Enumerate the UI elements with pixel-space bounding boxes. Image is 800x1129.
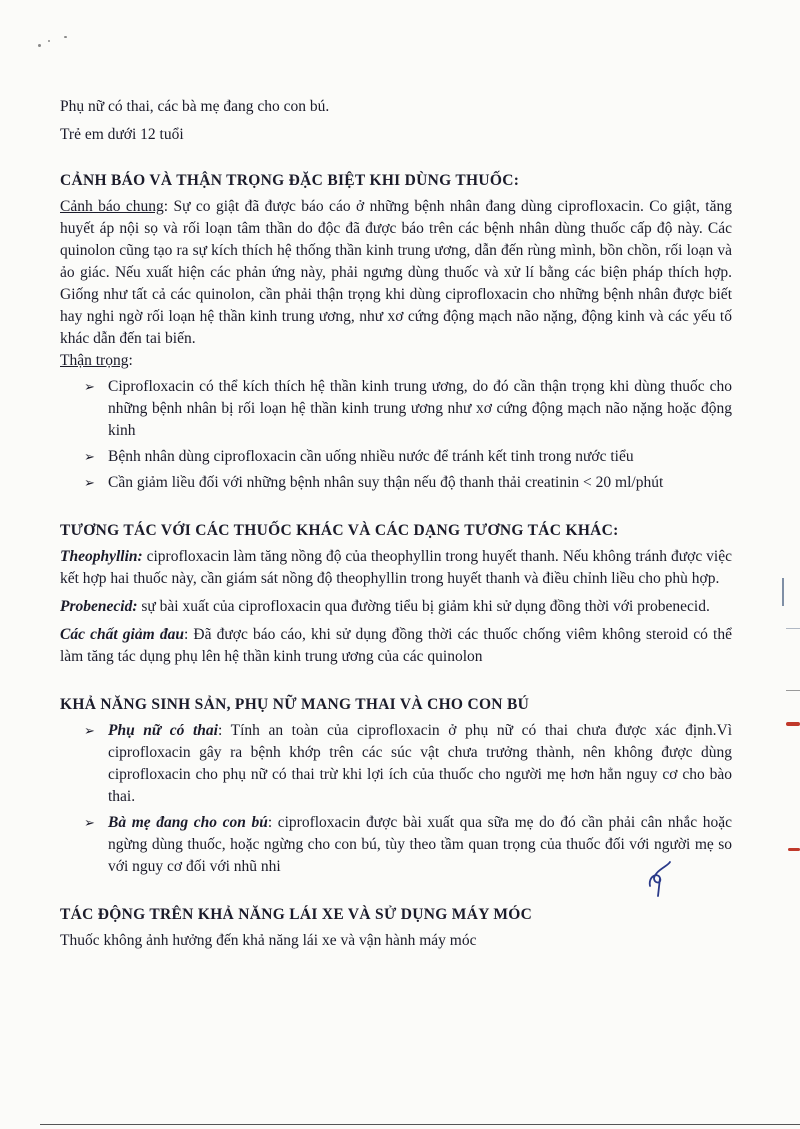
arrow-bullet-icon: ➢ [84, 379, 95, 394]
theophyllin-label: Theophyllin: [60, 548, 143, 565]
driving-text: Thuốc không ảnh hưởng đến khả năng lái xe và vận hành máy móc [60, 932, 477, 949]
scan-speck [38, 44, 41, 47]
analgesic-label: Các chất giảm đau [60, 626, 184, 643]
warnings-section [60, 170, 732, 494]
document-page [60, 96, 732, 952]
probenecid-text: sự bài xuất của ciprofloxacin qua đường tiểu bị giảm khi sử dụng đồng thời với probenecid. [137, 598, 710, 615]
warnings-heading: CẢNH BÁO VÀ THẬN TRỌNG ĐẶC BIỆT KHI DÙNG THUỐC: [60, 172, 520, 189]
list-item [84, 376, 732, 442]
pregnant-label: Phụ nữ có thai [108, 722, 218, 739]
intro-line: Trẻ em dưới 12 tuổi [60, 126, 184, 143]
driving-section [60, 904, 732, 952]
list-item [84, 812, 732, 878]
caution-label: Thận trọng [60, 352, 129, 369]
general-warning-paragraph [60, 196, 732, 350]
nursing-text: : ciprofloxacin được bài xuất qua sữa mẹ do đó cần phải cân nhắc hoặc ngừng dùng thuốc, hoặc ngừng cho con bú, tùy theo tầm quan trọng của thuốc đối với người mẹ so với nguy cơ đối với nhũ nhi [108, 814, 733, 875]
caution-item-text: Bệnh nhân dùng ciprofloxacin cần uống nhiều nước để tránh kết tinh trong nước tiểu [108, 448, 634, 465]
arrow-bullet-icon: ➢ [84, 723, 95, 738]
arrow-bullet-icon: ➢ [84, 475, 95, 490]
nursing-label: Bà mẹ đang cho con bú [108, 814, 268, 831]
margin-stamp-fragment [782, 578, 800, 606]
fertility-heading: KHẢ NĂNG SINH SẢN, PHỤ NỮ MANG THAI VÀ CHO CON BÚ [60, 696, 530, 713]
caution-item-text: Cần giảm liều đối với những bệnh nhân suy thận nếu độ thanh thải creatinin < 20 ml/phút [108, 474, 664, 491]
margin-red-mark [786, 722, 800, 726]
list-item [84, 472, 732, 494]
list-item [84, 446, 732, 468]
interactions-section [60, 520, 732, 668]
arrow-bullet-icon: ➢ [84, 815, 95, 830]
signature-mark [640, 858, 680, 898]
probenecid-paragraph [60, 596, 732, 618]
intro-line: Phụ nữ có thai, các bà mẹ đang cho con bú. [60, 98, 330, 115]
caution-list [60, 376, 732, 494]
margin-red-mark [788, 848, 800, 851]
scan-speck [64, 36, 67, 38]
theophyllin-paragraph [60, 546, 732, 590]
bottom-rule [40, 1124, 800, 1125]
theophyllin-text: ciprofloxacin làm tăng nồng độ của theophyllin trong huyết thanh. Nếu không tránh được việc kết hợp hai thuốc này, cần giám sát nồng độ theophyllin trong huyết thanh và điều chỉnh liều cho phù hợp. [60, 548, 732, 587]
intro-block [60, 96, 732, 146]
interactions-heading: TƯƠNG TÁC VỚI CÁC THUỐC KHÁC VÀ CÁC DẠNG TƯƠNG TÁC KHÁC: [60, 522, 619, 539]
pregnant-text: : Tính an toàn của ciprofloxacin ở phụ nữ có thai chưa được xác định.Vì ciprofloxacin gây ra bệnh khớp trên các súc vật chưa trưởng thành, nên không được dùng ciprofloxacin cho phụ nữ có thai trừ khi lợi ích của thuốc cho người mẹ hơn hẳn nguy cơ cho bào thai. [108, 722, 733, 805]
margin-stamp-fragment [786, 676, 800, 691]
probenecid-label: Probenecid: [60, 598, 138, 615]
scan-speck [48, 40, 50, 42]
caution-title [60, 350, 732, 372]
margin-stamp-fragment [786, 628, 800, 649]
list-item [84, 720, 732, 808]
caution-colon: : [128, 352, 133, 369]
general-warning-text: : Sự co giật đã được báo cáo ở những bệnh nhân đang dùng ciprofloxacin. Co giật, tăng huyết áp nội sọ và rối loạn tâm thần do độc đã được báo trên các bệnh nhân dùng thuốc cấp độ này. Các quinolon cũng tạo ra sự kích thích hệ thống thần kinh trung ương, dẫn đến rùng mình, bồn chồn, rối loạn và ảo giác. Nếu xuất hiện các phản ứng này, phải ngưng dùng thuốc và xử lí bằng các biện pháp thích hợp. Giống như tất cả các quinolon, cần phải thận trọng khi dùng ciprofloxacin cho những bệnh nhân được biết hay nghi ngờ rối loạn hệ thần kinh trung ương, như xơ cứng động mạch não nặng, động kinh và các yếu tố khác dẫn đến tai biến. [60, 198, 732, 347]
arrow-bullet-icon: ➢ [84, 449, 95, 464]
general-warning-label: Cảnh báo chung [60, 198, 164, 215]
fertility-list [60, 720, 732, 878]
caution-item-text: Ciprofloxacin có thể kích thích hệ thần kinh trung ương, do đó cần thận trọng khi dùng thuốc cho những bệnh nhân bị rối loạn hệ thần kinh trung ương như xơ cứng động mạch não nặng hoặc động kinh [108, 378, 732, 439]
driving-heading: TÁC ĐỘNG TRÊN KHẢ NĂNG LÁI XE VÀ SỬ DỤNG MÁY MÓC [60, 906, 533, 923]
fertility-section [60, 694, 732, 878]
analgesic-paragraph [60, 624, 732, 668]
analgesic-text: : Đã được báo cáo, khi sử dụng đồng thời các thuốc chống viêm không steroid có thể làm tăng tác dụng phụ lên hệ thần kinh trung ương của các quinolon [60, 626, 732, 665]
